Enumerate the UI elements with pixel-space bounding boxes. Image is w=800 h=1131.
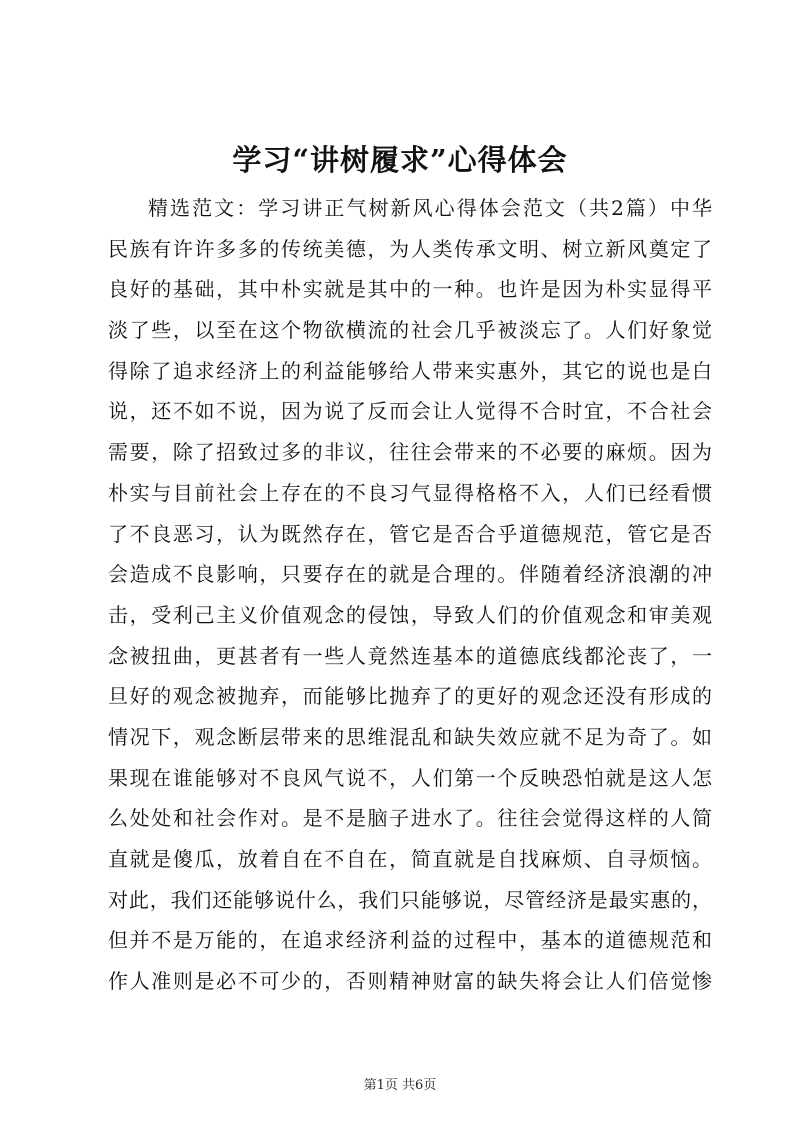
body-text-line: 旦好的观念被抛弃，而能够比抛弃了的更好的观念还没有形成的 bbox=[108, 684, 712, 709]
body-text-line: 么处处和社会作对。是不是脑子进水了。往往会觉得这样的人简 bbox=[108, 806, 712, 831]
page-title: 学习“讲树履求”心得体会 bbox=[232, 143, 568, 177]
page-footer: 第1页 共6页 bbox=[363, 1078, 437, 1093]
body-text-line: 淡了些，以至在这个物欲横流的社会几乎被淡忘了。人们好象觉 bbox=[108, 318, 712, 343]
body-text-line: 直就是傻瓜，放着自在不自在，简直就是自找麻烦、自寻烦恼。 bbox=[108, 847, 712, 871]
body-text-line: 得除了追求经济上的利益能够给人带来实惠外，其它的说也是白 bbox=[108, 358, 712, 383]
body-text-line: 良好的基础，其中朴实就是其中的一种。也许是因为朴实显得平 bbox=[108, 277, 712, 302]
body-text-line: 情况下，观念断层带来的思维混乱和缺失效应就不足为奇了。如 bbox=[108, 724, 712, 749]
body-text-line: 朴实与目前社会上存在的不良习气显得格格不入，人们已经看惯 bbox=[108, 480, 712, 505]
body-text-line: 说，还不如不说，因为说了反而会让人觉得不合时宜，不合社会 bbox=[108, 399, 712, 424]
body-text-line: 需要，除了招致过多的非议，往往会带来的不必要的麻烦。因为 bbox=[108, 440, 712, 465]
body-text-line: 念被扭曲，更甚者有一些人竟然连基本的道德底线都沦丧了，一 bbox=[108, 643, 712, 668]
body-text-line: 击，受利己主义价值观念的侵蚀，导致人们的价值观念和审美观 bbox=[108, 602, 712, 627]
body-text-line: 会造成不良影响，只要存在的就是合理的。伴随着经济浪潮的冲 bbox=[108, 562, 712, 587]
document-body bbox=[108, 188, 712, 1002]
body-text-line: 对此，我们还能够说什么，我们只能够说，尽管经济是最实惠的， bbox=[108, 887, 712, 912]
body-text-line: 果现在谁能够对不良风气说不，人们第一个反映恐怕就是这人怎 bbox=[108, 765, 712, 790]
body-text-line: 了不良恶习，认为既然存在，管它是否合乎道德规范，管它是否 bbox=[108, 521, 712, 546]
body-text-line: 但并不是万能的，在追求经济利益的过程中，基本的道德规范和 bbox=[108, 928, 712, 953]
body-text-line: 民族有许许多多的传统美德，为人类传承文明、树立新风奠定了 bbox=[108, 236, 712, 261]
body-text-line: 作人准则是必不可少的，否则精神财富的缺失将会让人们倍觉惨 bbox=[108, 969, 712, 994]
body-text-line: 精选范文：学习讲正气树新风心得体会范文（共2篇）中华 bbox=[148, 196, 712, 220]
